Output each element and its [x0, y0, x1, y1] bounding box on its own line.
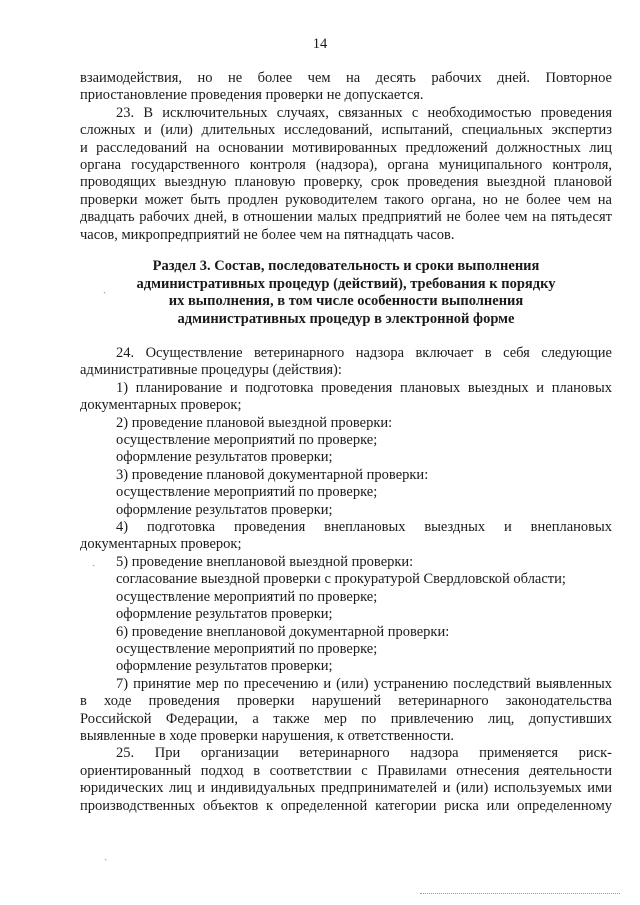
text-line: 23. В исключительных случаях, связанных с необходимостью проведения: [116, 104, 612, 121]
text-line: Российской Федерации, а также мер по привлечению лиц, допустивших: [80, 710, 612, 727]
heading-line: административных процедур (действий), требования к порядку: [136, 275, 556, 292]
text-line: часов, микропредприятий не более чем на пятнадцать часов.: [80, 226, 455, 243]
scan-artifact-line: [420, 893, 620, 894]
text-line: 25. При организации ветеринарного надзора применяется риск-: [116, 745, 612, 762]
heading-line: административных процедур в электронной форме: [177, 310, 515, 327]
text-line: 2) проведение плановой выездной проверки:: [116, 414, 393, 431]
text-line: приостановление проведения проверки не допускается.: [80, 87, 424, 104]
body-text-top: [80, 70, 612, 244]
text-line: осуществление мероприятий по проверке;: [116, 432, 378, 449]
text-line: оформление результатов проверки;: [116, 658, 333, 675]
text-line: документарных проверок;: [80, 397, 242, 414]
text-line: 5) проведение внеплановой выездной проверки:: [116, 553, 414, 570]
text-line: и расследований на основании мотивированных предложений должностных лиц: [80, 139, 612, 156]
body-text-bottom: [80, 345, 612, 815]
text-line: производственных объектов к определенной категории риска или определенному: [80, 797, 612, 814]
text-line: осуществление мероприятий по проверке;: [116, 640, 378, 657]
text-line: 1) планирование и подготовка проведения плановых выездных и плановых: [116, 379, 612, 396]
text-line: осуществление мероприятий по проверке;: [116, 588, 378, 605]
text-line: проводящих выездную плановую проверку, срок проведения выездной плановой: [80, 174, 612, 191]
scan-speck: ˎ: [92, 556, 96, 567]
text-line: осуществление мероприятий по проверке;: [116, 484, 378, 501]
text-line: проверки может быть продлен руководителем такого органа, но не более чем на: [80, 191, 612, 208]
text-line: юридических лиц и индивидуальных предпринимателей и (или) используемых ими: [80, 780, 612, 797]
page-number: 14: [312, 36, 328, 52]
text-line: в ходе проведения проверки нарушений ветеринарного законодательства: [80, 693, 612, 710]
text-line: 3) проведение плановой документарной проверки:: [116, 466, 429, 483]
section-heading: [80, 258, 612, 328]
text-line: сложных и (или) длительных исследований, испытаний, специальных экспертиз: [80, 122, 612, 139]
text-line: органа государственного контроля (надзора), органа муниципального контроля,: [80, 157, 612, 174]
text-line: двадцать рабочих дней, в отношении малых предприятий не более чем на пятьдесят: [80, 209, 612, 226]
text-line: согласование выездной проверки с прокуратурой Свердловской области;: [116, 571, 566, 588]
text-line: 24. Осуществление ветеринарного надзора включает в себя следующие: [116, 345, 612, 361]
heading-line: Раздел 3. Состав, последовательность и сроки выполнения: [152, 258, 540, 274]
text-line: взаимодействия, но не более чем на десять рабочих дней. Повторное: [80, 70, 612, 86]
scan-speck: ˏ: [104, 850, 108, 861]
text-line: 6) проведение внеплановой документарной проверки:: [116, 623, 450, 640]
text-line: 7) принятие мер по пресечению и (или) устранению последствий выявленных: [116, 675, 612, 692]
text-line: 4) подготовка проведения внеплановых выездных и внеплановых: [116, 519, 612, 536]
scan-speck: ˎ: [103, 283, 107, 294]
text-line: оформление результатов проверки;: [116, 449, 333, 466]
text-line: выявленные в ходе проверки нарушения, к ответственности.: [80, 727, 455, 744]
text-line: оформление результатов проверки;: [116, 606, 333, 623]
text-line: административные процедуры (действия):: [80, 362, 342, 379]
heading-line: их выполнения, в том числе особенности выполнения: [168, 293, 524, 310]
text-line: ориентированный подход в соответствии с Правилами отнесения деятельности: [80, 762, 612, 779]
text-line: документарных проверок;: [80, 536, 242, 553]
text-line: оформление результатов проверки;: [116, 501, 333, 518]
